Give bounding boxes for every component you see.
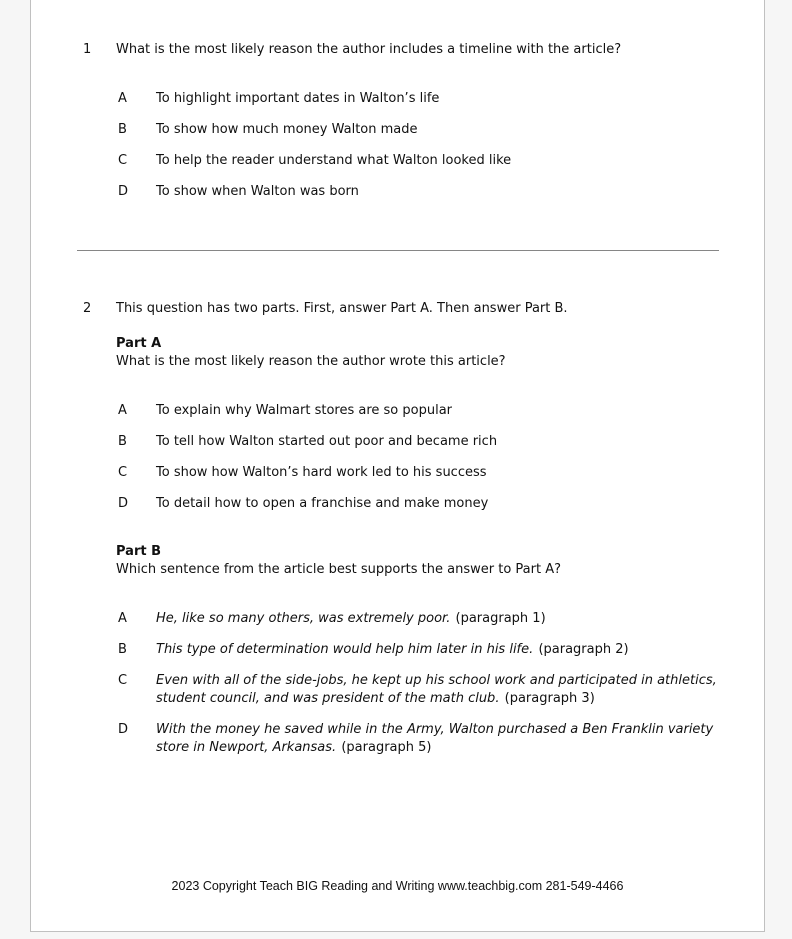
option-text bbox=[156, 672, 748, 708]
option-text: To explain why Walmart stores are so popular bbox=[156, 403, 453, 418]
option-letter: C bbox=[118, 673, 128, 688]
option-text: To highlight important dates in Walton’s life bbox=[156, 91, 440, 106]
option-quote: With the money he saved while in the Army, Walton purchased a Ben Franklin variety store in Newport, Arkansas. bbox=[156, 722, 714, 755]
answer-option bbox=[116, 641, 748, 659]
option-text bbox=[156, 610, 748, 628]
option-citation: (paragraph 1) bbox=[455, 611, 546, 626]
option-letter: B bbox=[118, 642, 127, 657]
option-letter: A bbox=[118, 611, 127, 626]
answer-option bbox=[116, 721, 748, 757]
answer-option bbox=[116, 464, 748, 482]
option-letter: C bbox=[118, 465, 128, 480]
copyright-footer: 2023 Copyright Teach BIG Reading and Writing www.teachbig.com 281-549-4466 bbox=[171, 879, 624, 893]
option-text: To show how much money Walton made bbox=[156, 122, 418, 137]
option-text: To tell how Walton started out poor and became rich bbox=[156, 434, 498, 449]
option-text: To show how Walton’s hard work led to his success bbox=[156, 465, 487, 480]
section-divider bbox=[77, 250, 719, 251]
option-letter: B bbox=[118, 122, 127, 137]
option-citation: (paragraph 2) bbox=[538, 642, 629, 657]
question-1-prompt: What is the most likely reason the author includes a timeline with the article? bbox=[116, 42, 622, 57]
option-letter: D bbox=[118, 496, 129, 511]
option-citation: (paragraph 3) bbox=[504, 691, 595, 706]
answer-option bbox=[116, 495, 748, 513]
answer-option bbox=[116, 433, 748, 451]
answer-option bbox=[116, 152, 748, 170]
option-quote: Even with all of the side-jobs, he kept up his school work and participated in athletics, student council, and was president of the math club. bbox=[156, 673, 717, 706]
question-2 bbox=[83, 300, 748, 757]
option-letter: A bbox=[118, 403, 127, 418]
part-b-heading: Part B bbox=[116, 544, 162, 559]
part-b-options bbox=[116, 610, 748, 757]
option-text bbox=[156, 721, 748, 757]
option-text: To help the reader understand what Walton looked like bbox=[156, 153, 512, 168]
part-a-options bbox=[116, 402, 748, 513]
option-text bbox=[156, 641, 748, 659]
question-2-prompt: This question has two parts. First, answer Part A. Then answer Part B. bbox=[116, 301, 568, 316]
option-quote: This type of determination would help him later in his life. bbox=[156, 642, 534, 657]
question-1-number: 1 bbox=[83, 42, 92, 57]
answer-option bbox=[116, 672, 748, 708]
option-letter: D bbox=[118, 184, 129, 199]
document-page bbox=[30, 0, 765, 932]
answer-option bbox=[116, 183, 748, 201]
answer-option bbox=[116, 402, 748, 420]
option-citation: (paragraph 5) bbox=[341, 740, 432, 755]
option-text: To detail how to open a franchise and make money bbox=[156, 496, 489, 511]
option-letter: B bbox=[118, 434, 127, 449]
question-2-number: 2 bbox=[83, 301, 92, 316]
part-a-prompt: What is the most likely reason the author wrote this article? bbox=[116, 354, 506, 369]
part-b-prompt: Which sentence from the article best supports the answer to Part A? bbox=[116, 562, 562, 577]
question-1 bbox=[83, 41, 748, 201]
question-1-options bbox=[116, 90, 748, 201]
option-text: To show when Walton was born bbox=[156, 184, 359, 199]
answer-option bbox=[116, 610, 748, 628]
option-letter: D bbox=[118, 722, 129, 737]
part-a-heading: Part A bbox=[116, 336, 162, 351]
option-letter: C bbox=[118, 153, 128, 168]
answer-option bbox=[116, 90, 748, 108]
option-quote: He, like so many others, was extremely poor. bbox=[156, 611, 451, 626]
option-letter: A bbox=[118, 91, 127, 106]
answer-option bbox=[116, 121, 748, 139]
